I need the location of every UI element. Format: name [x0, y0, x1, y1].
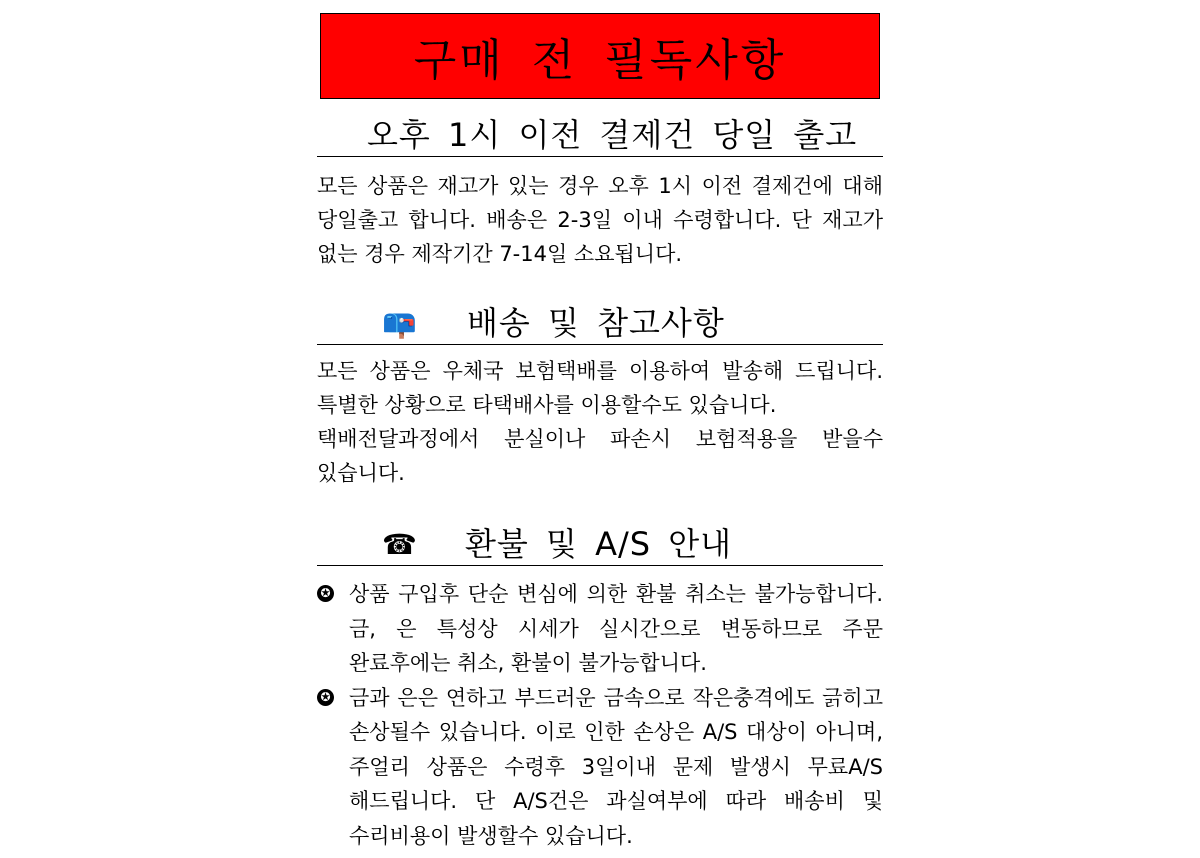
delivery-paragraph: [317, 354, 883, 490]
refund-item-text: 금과 은은 연하고 부드러운 금속으로 작은충격에도 긁히고 손상될수 있습니다. 이로 인한 손상은 A/S 대상이 아니며, 주얼리 상품은 수령후 3일이내 문제 발생시 무료A/S 해드립니다. 단 A/S건은 과실여부에 따라 배송비 및 수리비용이 발생할수 있습니다.: [349, 685, 883, 848]
shipping-time-heading: 오후 1시 이전 결제건 당일 출고: [367, 116, 858, 154]
shipping-time-heading-row: [317, 112, 883, 157]
shipping-time-text: 모든 상품은 재고가 있는 경우 오후 1시 이전 결제건에 대해 당일출고 합니다. 배송은 2-3일 이내 수령합니다. 단 재고가 없는 경우 제작기간 7-14일 소요됩니다.: [317, 174, 883, 266]
star-bullet-icon: ✪: [317, 585, 334, 602]
delivery-text-2: 택배전달과정에서 분실이나 파손시 보험적용을 받을수 있습니다.: [317, 427, 883, 485]
mailbox-icon: 📪: [382, 307, 417, 340]
refund-list: [317, 577, 883, 853]
delivery-heading: 배송 및 참고사항: [467, 304, 725, 342]
title-banner: [320, 13, 880, 99]
telephone-icon: ☎: [382, 528, 417, 561]
refund-heading-row: [317, 521, 883, 566]
shipping-time-paragraph: [317, 169, 883, 271]
refund-heading: 환불 및 A/S 안내: [465, 525, 733, 563]
list-item: [317, 577, 883, 681]
delivery-heading-row: [317, 300, 883, 345]
delivery-text-1: 모든 상품은 우체국 보험택배를 이용하여 발송해 드립니다. 특별한 상황으로 타택배사를 이용할수도 있습니다.: [317, 359, 883, 417]
refund-item-text: 상품 구입후 단순 변심에 의한 환불 취소는 불가능합니다. 금, 은 특성상 시세가 실시간으로 변동하므로 주문 완료후에는 취소, 환불이 불가능합니다.: [349, 582, 883, 675]
list-item: [317, 681, 883, 854]
star-bullet-icon: ✪: [317, 689, 334, 706]
page-title: 구매 전 필독사항: [413, 35, 787, 86]
